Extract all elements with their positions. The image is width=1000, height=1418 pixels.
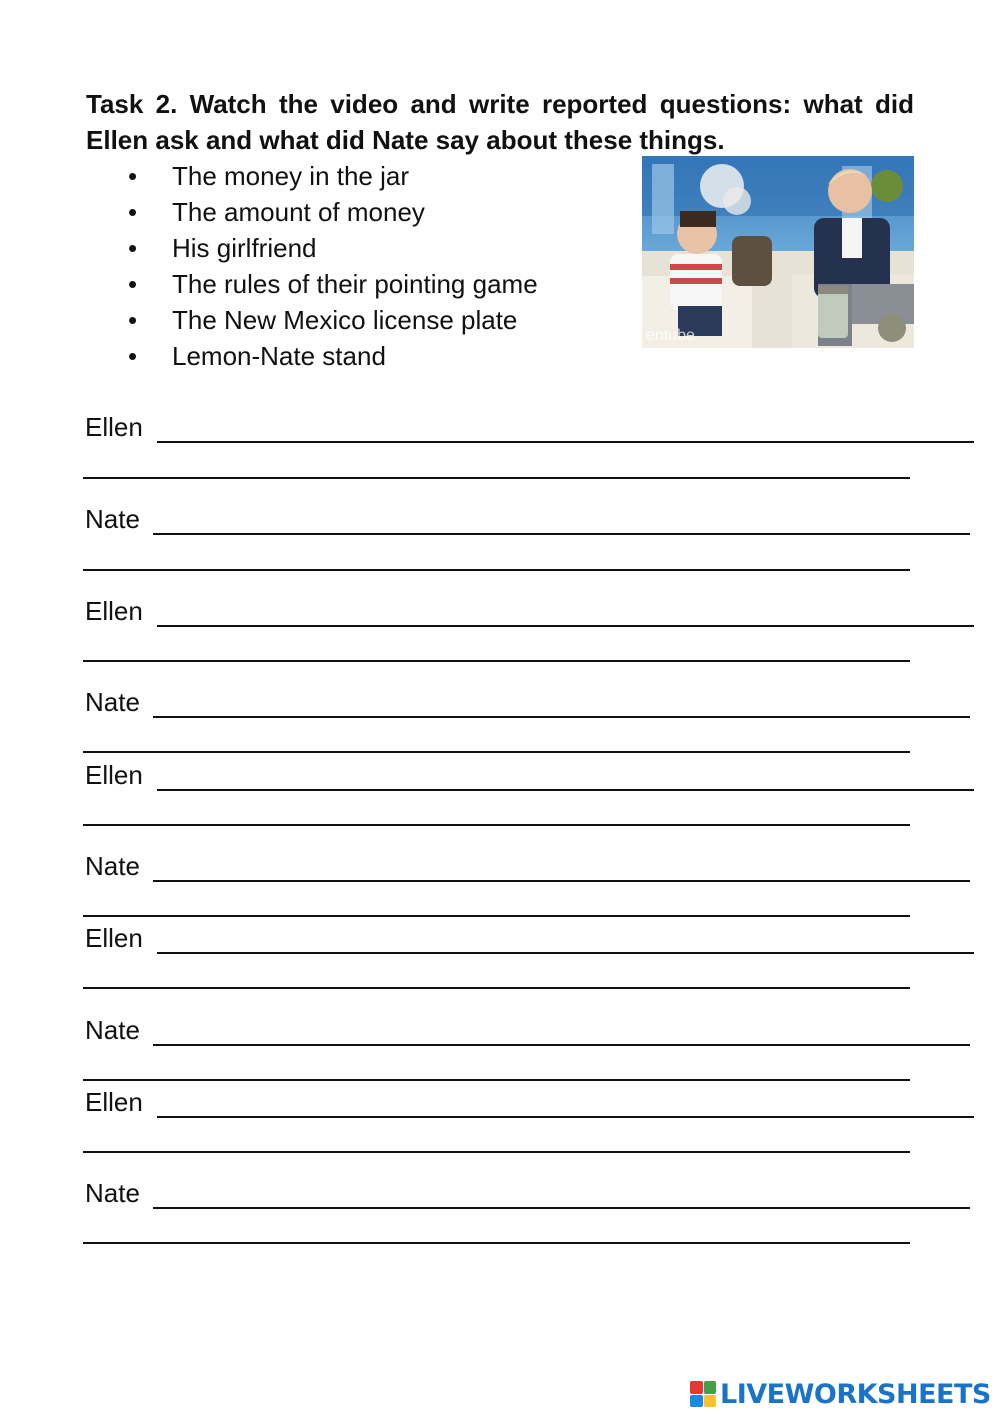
bullet-icon: • (128, 305, 138, 335)
video-watermark: entube (646, 327, 695, 344)
answer-field[interactable] (83, 987, 910, 989)
answer-field[interactable] (83, 1151, 910, 1153)
speaker-label: Nate (85, 687, 140, 717)
task-title: Task 2. Watch the video and write reported questions: what did Ellen ask and what did Nate say about these things. (86, 89, 914, 155)
bullet-icon: • (128, 269, 138, 299)
bullet-icon: • (128, 161, 138, 191)
answer-field[interactable] (83, 824, 910, 826)
answer-field[interactable] (83, 1242, 910, 1244)
bullet-icon: • (128, 233, 138, 263)
speaker-label: Ellen (85, 1087, 143, 1117)
list-item: • The New Mexico license plate (128, 302, 538, 338)
answer-field[interactable] (157, 625, 974, 627)
bullet-icon: • (128, 341, 138, 371)
speaker-label: Nate (85, 504, 140, 534)
list-item: • The amount of money (128, 194, 538, 230)
answer-field[interactable] (83, 751, 910, 753)
answer-field[interactable] (157, 1116, 974, 1118)
list-item: • The rules of their pointing game (128, 266, 538, 302)
topic-list (128, 158, 538, 374)
answer-field[interactable] (153, 1044, 970, 1046)
answer-field[interactable] (157, 789, 974, 791)
speaker-label: Ellen (85, 596, 143, 626)
speaker-label: Nate (85, 1178, 140, 1208)
answer-field[interactable] (153, 716, 970, 718)
answer-field[interactable] (83, 660, 910, 662)
answer-field[interactable] (157, 952, 974, 954)
answer-field[interactable] (153, 880, 970, 882)
list-item: • The money in the jar (128, 158, 538, 194)
answer-field[interactable] (83, 915, 910, 917)
answer-field[interactable] (153, 533, 970, 535)
video-still-image (642, 156, 914, 348)
liveworksheets-logo-icon (690, 1381, 716, 1407)
liveworksheets-brand (690, 1378, 991, 1410)
speaker-label: Ellen (85, 923, 143, 953)
speaker-label: Ellen (85, 760, 143, 790)
list-item: • Lemon-Nate stand (128, 338, 538, 374)
answer-field[interactable] (83, 1079, 910, 1081)
answer-field[interactable] (83, 477, 910, 479)
answer-field[interactable] (157, 441, 974, 443)
speaker-label: Nate (85, 1015, 140, 1045)
brand-name: LIVEWORKSHEETS (720, 1378, 991, 1410)
bullet-icon: • (128, 197, 138, 227)
speaker-label: Nate (85, 851, 140, 881)
list-item: • His girlfriend (128, 230, 538, 266)
speaker-label: Ellen (85, 412, 143, 442)
answer-field[interactable] (153, 1207, 970, 1209)
answer-field[interactable] (83, 569, 910, 571)
